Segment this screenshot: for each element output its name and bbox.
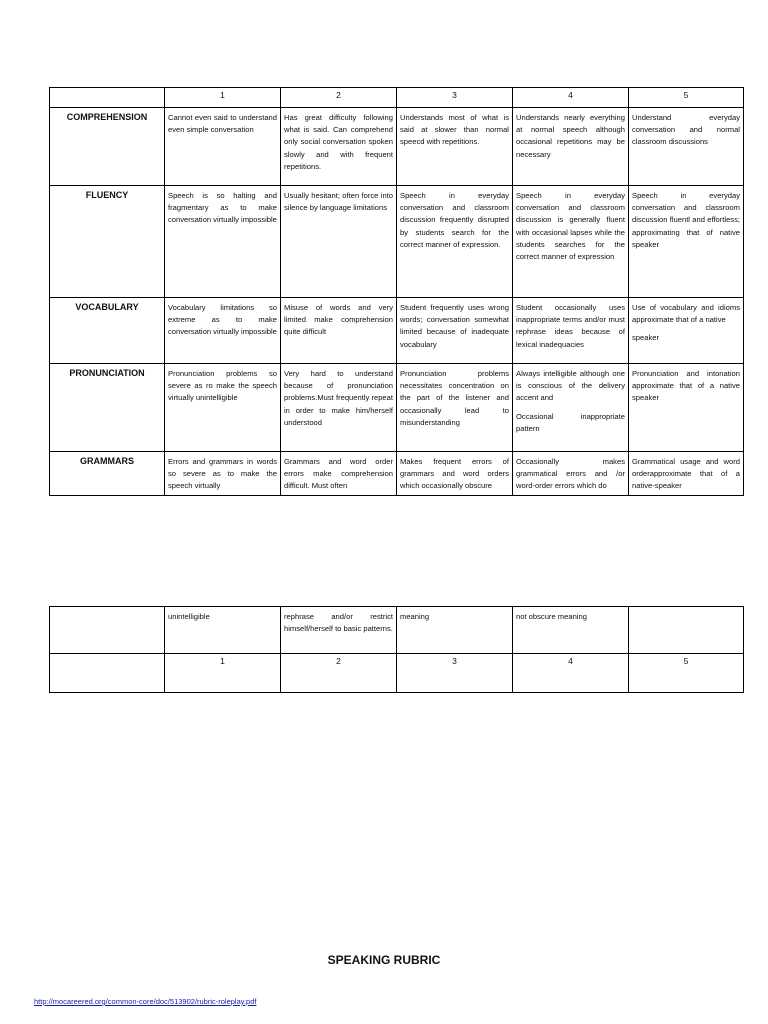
descriptor-cell: Makes frequent errors of grammars and word orders which occasionally obscure [397,452,513,496]
descriptor-text-continued: Occasional inappropriate pattern [516,411,625,433]
score-footer: 5 [629,654,744,693]
header-blank-cell [50,88,165,108]
page-title: SPEAKING RUBRIC [327,953,441,967]
descriptor-text-continued: speaker [632,333,660,343]
descriptor-cell [513,364,629,452]
rubric-table [49,87,744,496]
score-header: 2 [281,88,397,108]
descriptor-cell: Student occasionally uses inappropriate terms and/or must rephrase ideas because of lexical inadequacies [513,298,629,364]
score-footer: 2 [281,654,397,693]
score-header: 1 [165,88,281,108]
footer-blank-cell [50,654,165,693]
descriptor-cell: Usually hesitant; often force into silence by language limitations [281,186,397,298]
descriptor-cell: Cannot even said to understand even simple conversation [165,108,281,186]
descriptor-cell: Pronunciation problems necessitates concentration on the part of the listener and occasionally lead to misunderstanding [397,364,513,452]
score-footer: 3 [397,654,513,693]
rubric-row-pronunciation [50,364,744,452]
descriptor-cell: Student frequently uses wrong words; conversation somewhat limited because of inadequate vocabulary [397,298,513,364]
descriptor-cell: Errors and grammars in words so severe as to make the speech virtually [165,452,281,496]
score-header: 4 [513,88,629,108]
rubric-continuation-table [49,606,744,693]
score-footer: 4 [513,654,629,693]
criterion-label: FLUENCY [50,186,165,298]
rubric-row-vocabulary [50,298,744,364]
descriptor-cell: Vocabulary limitations so extreme as to make conversation virtually impossible [165,298,281,364]
descriptor-text: Always intelligible although one is conscious of the delivery accent and [516,369,625,403]
criterion-label: GRAMMARS [50,452,165,496]
continuation-cell [629,607,744,654]
continuation-cell: not obscure meaning [513,607,629,654]
criterion-label: VOCABULARY [50,298,165,364]
descriptor-cell: Grammatical usage and word orderapproximate that of a native-speaker [629,452,744,496]
descriptor-cell: Occasionally makes grammatical errors and /or word-order errors which do [513,452,629,496]
rubric-row-fluency [50,186,744,298]
descriptor-cell: Pronunciation problems so severe as ro make the speech virtually unintelligible [165,364,281,452]
descriptor-cell: Speech is so halting and fragmentary as to make conversation virtually impossible [165,186,281,298]
score-footer: 1 [165,654,281,693]
score-header: 3 [397,88,513,108]
descriptor-cell: Grammars and word order errors make comprehension difficult. Must often [281,452,397,496]
descriptor-cell: Very hard to understand because of pronunciation problems.Must frequently repeat in order to make him/herself understood [281,364,397,452]
descriptor-cell: Misuse of words and very limited make comprehension quite difficult [281,298,397,364]
source-link[interactable]: http://mocareered.org/common-core/doc/513902/rubric-roleplay.pdf [34,997,257,1006]
descriptor-cell: Pronunciation and intonation approximate that of a native speaker [629,364,744,452]
criterion-label: COMPREHENSION [50,108,165,186]
continuation-cell: rephrase and/or restrict himself/herself to basic patterns. [281,607,397,654]
continuation-cell: meaning [397,607,513,654]
rubric-row-comprehension [50,108,744,186]
score-header: 5 [629,88,744,108]
descriptor-cell: Speech in everyday conversation and classroom discussion frequently disrupted by students search for the correct manner of expression. [397,186,513,298]
rubric-row-grammars [50,452,744,496]
continuation-cell [50,607,165,654]
criterion-label: PRONUNCIATION [50,364,165,452]
continuation-row [50,607,744,654]
score-footer-row [50,654,744,693]
descriptor-cell: Has great difficulty following what is said. Can comprehend only social conversation spoken slowly and with frequent repetitions. [281,108,397,186]
score-header-row [50,88,744,108]
descriptor-cell: Understand everyday conversation and normal classroom discussions [629,108,744,186]
descriptor-cell: Speech in everyday conversation and classroom discussion fluentl and effortless; approximating that of native speaker [629,186,744,298]
descriptor-cell [629,298,744,364]
descriptor-cell: Understands most of what is said at slower than normal speecd with repetitions. [397,108,513,186]
descriptor-cell: Understands nearly everything at normal speech although occasional repetitions may be necessary [513,108,629,186]
continuation-cell: unintelligible [165,607,281,654]
descriptor-text: Use of vocabulary and idioms approximate that of a native [632,303,740,325]
descriptor-cell: Speech in everyday conversation and classroom discussion is generally fluent with occasional lapses while the students searches for the correct manner of expression [513,186,629,298]
